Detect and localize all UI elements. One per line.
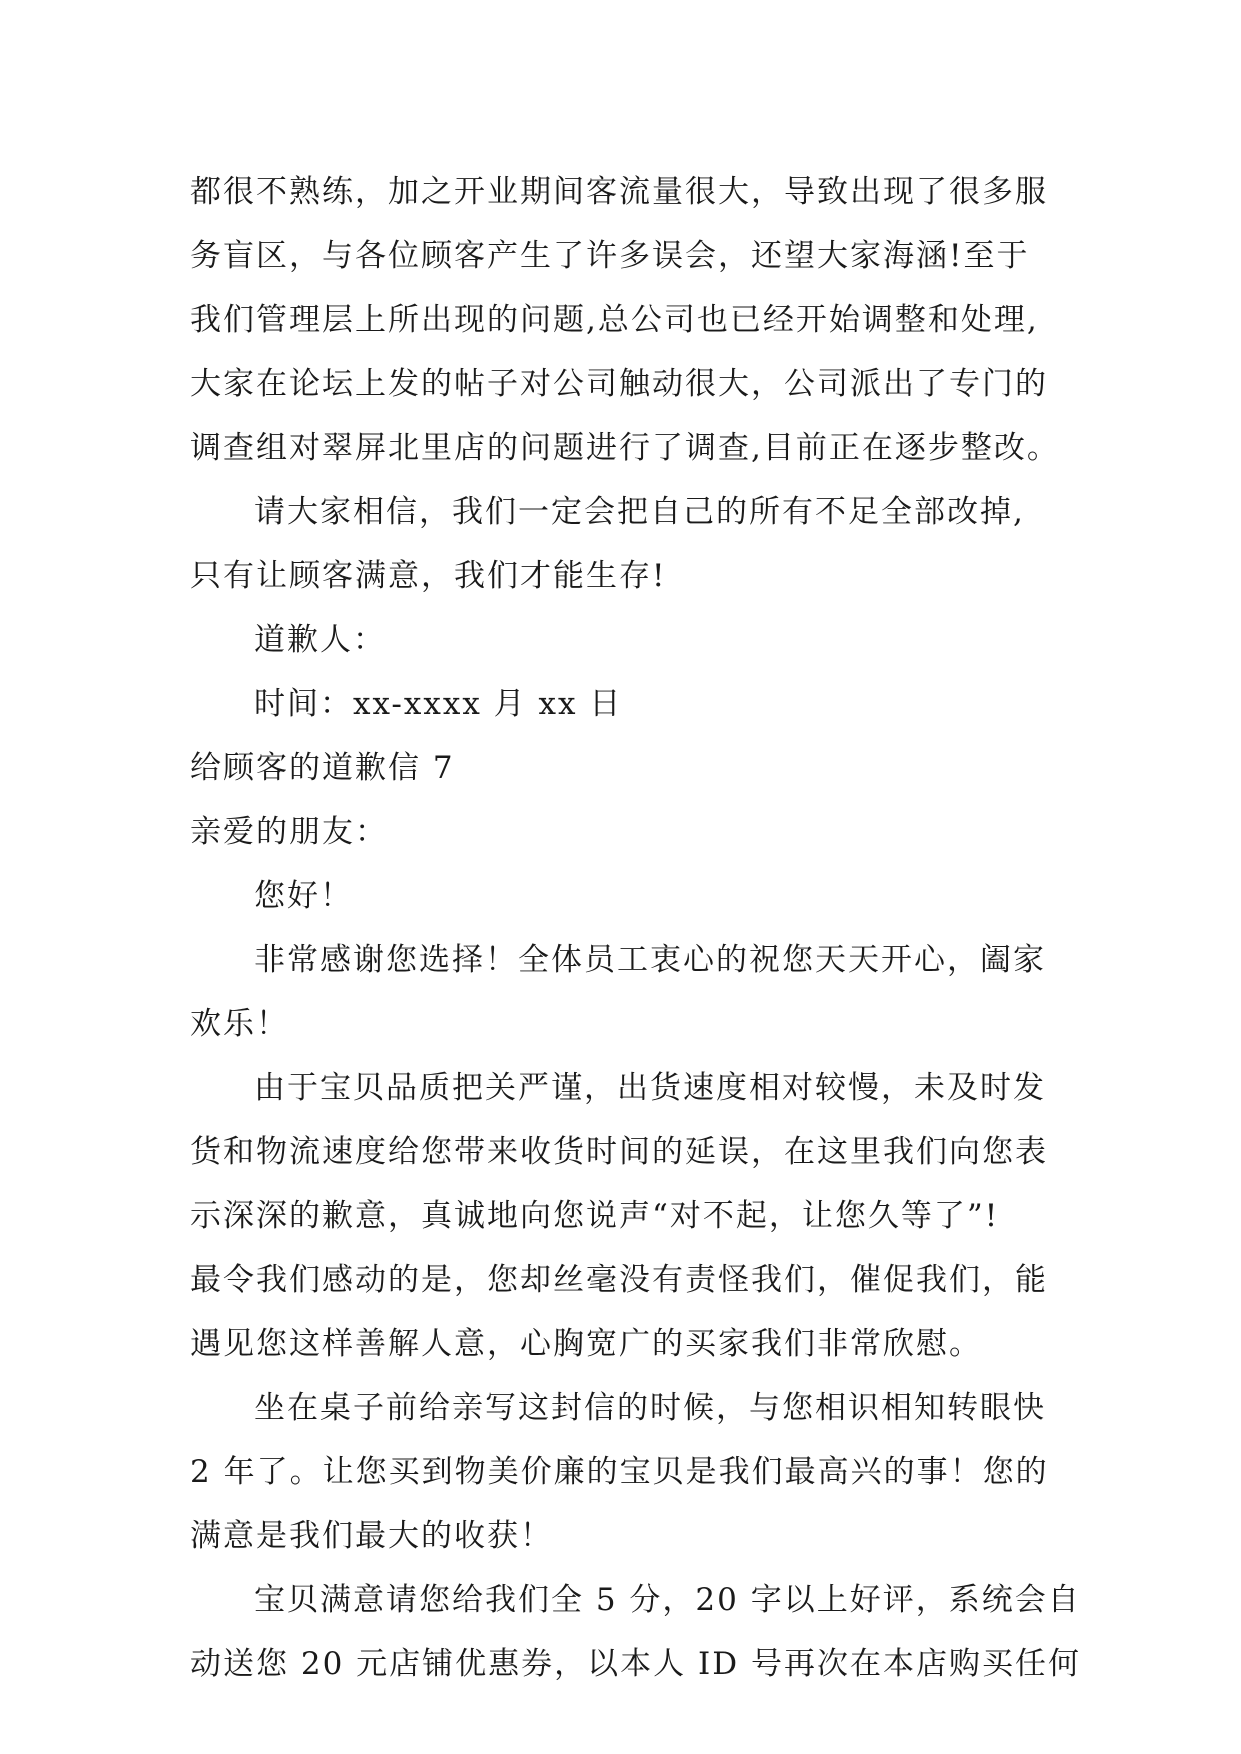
text-line: 最令我们感动的是，您却丝毫没有责怪我们，催促我们，能 bbox=[190, 1262, 1048, 1298]
text-line: 示深深的歉意，真诚地向您说声“对不起，让您久等了”! bbox=[190, 1198, 1000, 1234]
text-line: 满意是我们最大的收获！ bbox=[190, 1518, 553, 1554]
date-line: 时间：xx-xxxx 月 xx 日 bbox=[254, 686, 623, 722]
salutation: 亲爱的朋友： bbox=[190, 814, 388, 850]
text-line: 务盲区，与各位顾客产生了许多误会，还望大家海涵!至于 bbox=[190, 238, 1030, 274]
text-line: 调查组对翠屏北里店的问题进行了调查,目前正在逐步整改。 bbox=[190, 430, 1060, 466]
text-line: 坐在桌子前给亲写这封信的时候，与您相识相知转眼快 bbox=[254, 1390, 1046, 1426]
text-line: 请大家相信，我们一定会把自己的所有不足全部改掉, bbox=[254, 494, 1025, 530]
text-line: 欢乐！ bbox=[190, 1006, 289, 1042]
text-line: 遇见您这样善解人意，心胸宽广的买家我们非常欣慰。 bbox=[190, 1326, 982, 1362]
text-line: 都很不熟练，加之开业期间客流量很大，导致出现了很多服 bbox=[190, 174, 1048, 210]
text-line: 由于宝贝品质把关严谨，出货速度相对较慢，未及时发 bbox=[254, 1070, 1046, 1106]
greeting: 您好！ bbox=[254, 878, 353, 914]
text-line: 我们管理层上所出现的问题,总公司也已经开始调整和处理, bbox=[190, 302, 1039, 338]
letter-body bbox=[190, 160, 1090, 1696]
text-line: 非常感谢您选择！全体员工衷心的祝您天天开心，阖家 bbox=[254, 942, 1046, 978]
section-title: 给顾客的道歉信 7 bbox=[190, 750, 455, 786]
text-line: 动送您 20 元店铺优惠券，以本人 ID 号再次在本店购买任何 bbox=[190, 1646, 1081, 1682]
text-line: 只有让顾客满意，我们才能生存! bbox=[190, 558, 667, 594]
text-line: 货和物流速度给您带来收货时间的延误，在这里我们向您表 bbox=[190, 1134, 1048, 1170]
signature-label: 道歉人： bbox=[254, 622, 386, 658]
text-line: 大家在论坛上发的帖子对公司触动很大，公司派出了专门的 bbox=[190, 366, 1048, 402]
text-line: 宝贝满意请您给我们全 5 分，20 字以上好评，系统会自 bbox=[254, 1582, 1081, 1618]
text-line: 2 年了。让您买到物美价廉的宝贝是我们最高兴的事！您的 bbox=[190, 1454, 1049, 1490]
